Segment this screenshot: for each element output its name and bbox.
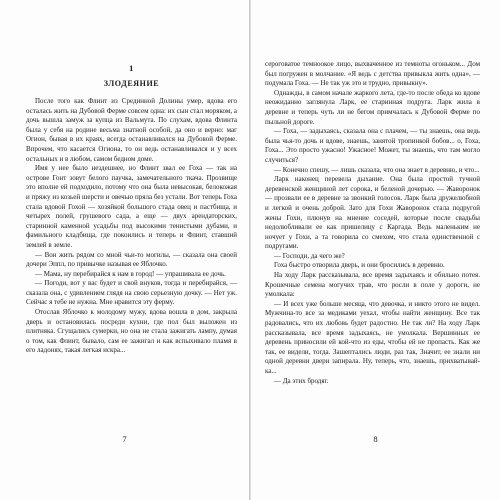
paragraph: Имя у нее было нездешнее, но Флинт звал ее Гоха — так на острове Гонт зовут белого паучка, замечательного ткача. Прозвище это вполне ей подходило, потому что она была невысокая, белокожая и пряжу из козьей шерсти и овечью пряла без устали. Вот теперь Гоха стала вдовой Гохой — хозяйкой большого стада овец и пастбища, и четырех полей, грушевого сада, а еще — двух арендаторских, старинной каменной усадьбы под высокими тенистыми дубами, и фамильного кладбища, где покоились и теперь и Флинт, ставший землей в земле. <box>26 164 237 249</box>
paragraph: — Мама, ну перебирайся к нам в город! — упрашивала ее дочь. <box>35 269 226 278</box>
right-page <box>251 0 500 500</box>
paragraph: — Да этих бродяг. <box>274 376 329 385</box>
paragraph: — Господи, да чего же? <box>274 251 345 260</box>
paragraph: Гоха быстро отворила дверь, и они бросились в деревню. <box>274 261 445 270</box>
paragraph: Однажды, в самом начале жаркого лета, где-то после обеда ко вдове неожиданно заглянула Ларк, ее старинная подруга. Ларк жила в деревне и теперь чуть ли не бегом примчалась к Дубовой Ферме по пыльной дороге. <box>265 88 480 126</box>
chapter-title: ЗЛОДЕЯНИЕ <box>103 79 160 88</box>
paragraph: — Гоха, — задыхаясь, сказала она с плачем, — ты знаешь, она ведь была чья-то дочь и вдове, знаешь, занятой тропинкой бобов... о, Гоха, Гоха... Это просто ужасно! Ужасное! Может, ты знаешь, что там могло случиться? <box>265 127 480 164</box>
paragraph: После того как Флинт из Срединной Долины умер, вдова его осталась жить на Дубовой Ферме совсем одна: их сын стал моряком, а дочь вышла замуж за купца из Вальмута. По слухам, вдова Флинта была у себя на родине весьма знатной особой, да оно и верно: маг Огион, бывая в их краях, всегда останавливался на Дубовой Ферме. Впрочем, что касается Огиона, то он ведь останавливался и у всех остальных и в любом, самом бедном доме. <box>26 97 237 163</box>
page-number: 8 <box>373 434 378 444</box>
paragraph: На ходу Ларк рассказывала, все время задыхаясь и обильно потея. Крошечные семена могучих трав, что росли в поле у дороги, не умолкала: <box>265 271 480 299</box>
paragraph: — Конечно спешу, — лишь сказала, что она знает в деревню, и что... <box>274 165 480 174</box>
right-page-text <box>265 60 480 386</box>
left-page-text <box>26 97 237 356</box>
page-number: 7 <box>122 434 127 444</box>
paragraph: Отослав Яблочко к молодому мужу, вдова вошла в дом, закрыла дверь и остановилась посреди кухни, где пол был выложен из плитняка. Сгущались сумерки, но она не стала зажигать лампу, думая о том, как Флинт, бывало, сам ее зажигал и как вспыхивало пламя в его ладонях, такая легкая искра... <box>26 308 237 355</box>
paragraph: — Вон жить рядом со мной чьи-то могилы, — сказала она своей дочери Эппл, по привычке называя ее Яблочко. <box>26 250 237 269</box>
paragraph: сероговатое темноокое лицо, выхваченное из темноты огоньком... Дом был погружен в молчание. «Я ведь с детства привыкла жить одна», — подумала Гоха. — Не так уж это и трудно, привыкну». <box>265 60 480 88</box>
paragraph: — И всех уже больше месяца, что девочка, и никто этого не видел. Мужчина-то все за медиками уехал, чтобы найти женщину. Все так радовались, что их любовь будет радостно. Не так ли? На ходу Ларк рассказывала, все время задыхаясь, не умолкала. Вершинных ее деревень приносили ей кой-что из еды, чтобы ей не пропасть. Как же так, ее видели, тогда. Зашептались люди, раз так, Значит, ее знали ни одной деревни двери запирала. Ну, теперь, что, знаешь, прихватывай-ка... <box>265 299 480 375</box>
paragraph: — Погоди, вот у вас будет и свой внуков, тогда и перебирайся, — сказала она, с удивлением глядя на свою серьезную дочку. — Нет уж. Сейчас я тебе не нужна. Мне нравится эту ферму. <box>26 279 237 307</box>
left-page <box>0 0 249 500</box>
chapter-number: 1 <box>129 63 134 73</box>
paragraph: Ларк наконец перевела дыхание. Она была простой тучной деревенской женщиной лет сорока, и беленой дочерью. — Жаворонок — прозвали ее в деревне за звонкий голосок. Ларк была дружелюбной и легкой и очень доброй. Зато для Гохи Жаворонок стала подругой жены Гохи, плюнув на мнение соседей, которые после свадьбы недолюбливали ее как пришелицу с Каргада. Ведь маленьким не ночует у Гохи, а та говорила со смехом, что стала единственной с подругами. <box>265 175 480 251</box>
